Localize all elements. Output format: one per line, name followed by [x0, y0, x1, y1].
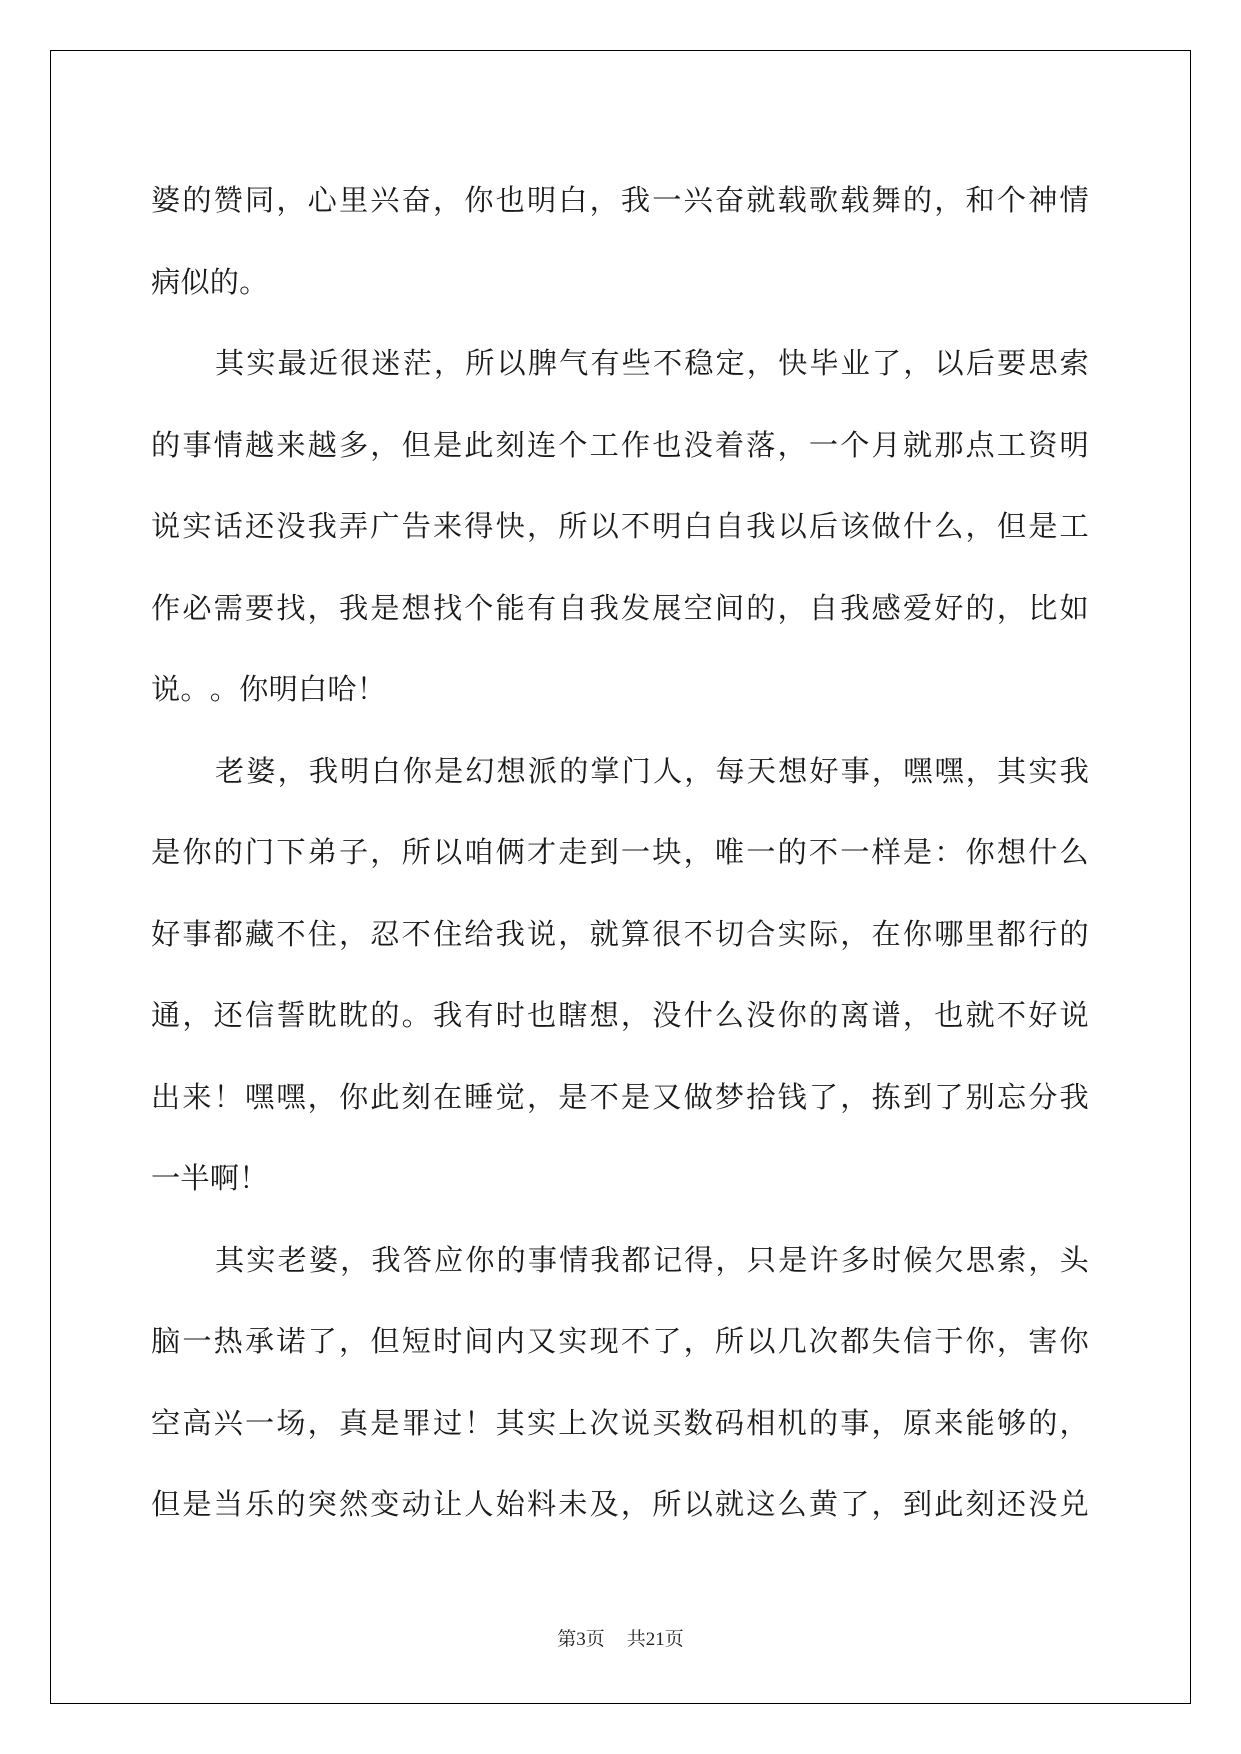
document-body: [151, 160, 1089, 1546]
page-footer: [0, 1624, 1241, 1651]
text-line: 病 似 的 。: [151, 264, 269, 299]
text-line: 一 半 啊 ！: [151, 1161, 269, 1195]
text-line: 出 来 ！ 嘿 嘿 ， 你 此 刻 在 睡 觉 ， 是 不 是 又 做 梦 拾 钱 了 ， 拣 到 了 别 忘 分 我: [151, 1079, 1089, 1114]
page-number: 第3页: [557, 1629, 605, 1650]
text-line: 作 必 需 要 找 ， 我 是 想 找 个 能 有 自 我 发 展 空 间 的 ， 自 我 感 爱 好 的 ， 比 如: [151, 590, 1089, 625]
text-line: 其 实 最 近 很 迷 茫 ， 所 以 脾 气 有 些 不 稳 定 ， 快 毕 业 了 ， 以 后 要 思 索: [215, 346, 1089, 380]
text-line: 的 事 情 越 来 越 多 ， 但 是 此 刻 连 个 工 作 也 没 着 落 ， 一 个 月 就 那 点 工 资 明: [151, 427, 1089, 462]
text-line: 通 ， 还 信 誓 眈 眈 的 。 我 有 时 也 瞎 想 ， 没 什 么 没 你 的 离 谱 ， 也 就 不 好 说: [151, 998, 1089, 1032]
text-line: 空 高 兴 一 场 ， 真 是 罪 过 ！ 其 实 上 次 说 买 数 码 相 机 的 事 ， 原 来 能 够 的 ，: [151, 1405, 1089, 1440]
text-line: 说 。 。 你 明 白 哈 ！: [151, 672, 386, 706]
text-line: 好 事 都 藏 不 住 ， 忍 不 住 给 我 说 ， 就 算 很 不 切 合 实 际 ， 在 你 哪 里 都 行 的: [151, 916, 1089, 951]
text-line: 说 实 话 还 没 我 弄 广 告 来 得 快 ， 所 以 不 明 白 自 我 以 后 该 做 什 么 ， 但 是 工: [151, 509, 1089, 543]
text-line: 但 是 当 乐 的 突 然 变 动 让 人 始 料 未 及 ， 所 以 就 这 么 黄 了 ， 到 此 刻 还 没 兑: [151, 1487, 1089, 1521]
text-line: 其 实 老 婆 ， 我 答 应 你 的 事 情 我 都 记 得 ， 只 是 许 多 时 候 欠 思 索 ， 头: [215, 1242, 1089, 1277]
text-line: 老 婆 ， 我 明 白 你 是 幻 想 派 的 掌 门 人 ， 每 天 想 好 事 ， 嘿 嘿 ， 其 实 我: [215, 753, 1089, 788]
text-line: 脑 一 热 承 诺 了 ， 但 短 时 间 内 又 实 现 不 了 ， 所 以 几 次 都 失 信 于 你 ， 害 你: [151, 1324, 1089, 1358]
text-line: 婆 的 赞 同 ， 心 里 兴 奋 ， 你 也 明 白 ， 我 一 兴 奋 就 载 歌 载 舞 的 ， 和 个 神 情: [151, 183, 1089, 217]
text-line: 是 你 的 门 下 弟 子 ， 所 以 咱 俩 才 走 到 一 块 ， 唯 一 的 不 一 样 是 ： 你 想 什 么: [151, 835, 1089, 869]
page-total: 共21页: [626, 1629, 684, 1650]
